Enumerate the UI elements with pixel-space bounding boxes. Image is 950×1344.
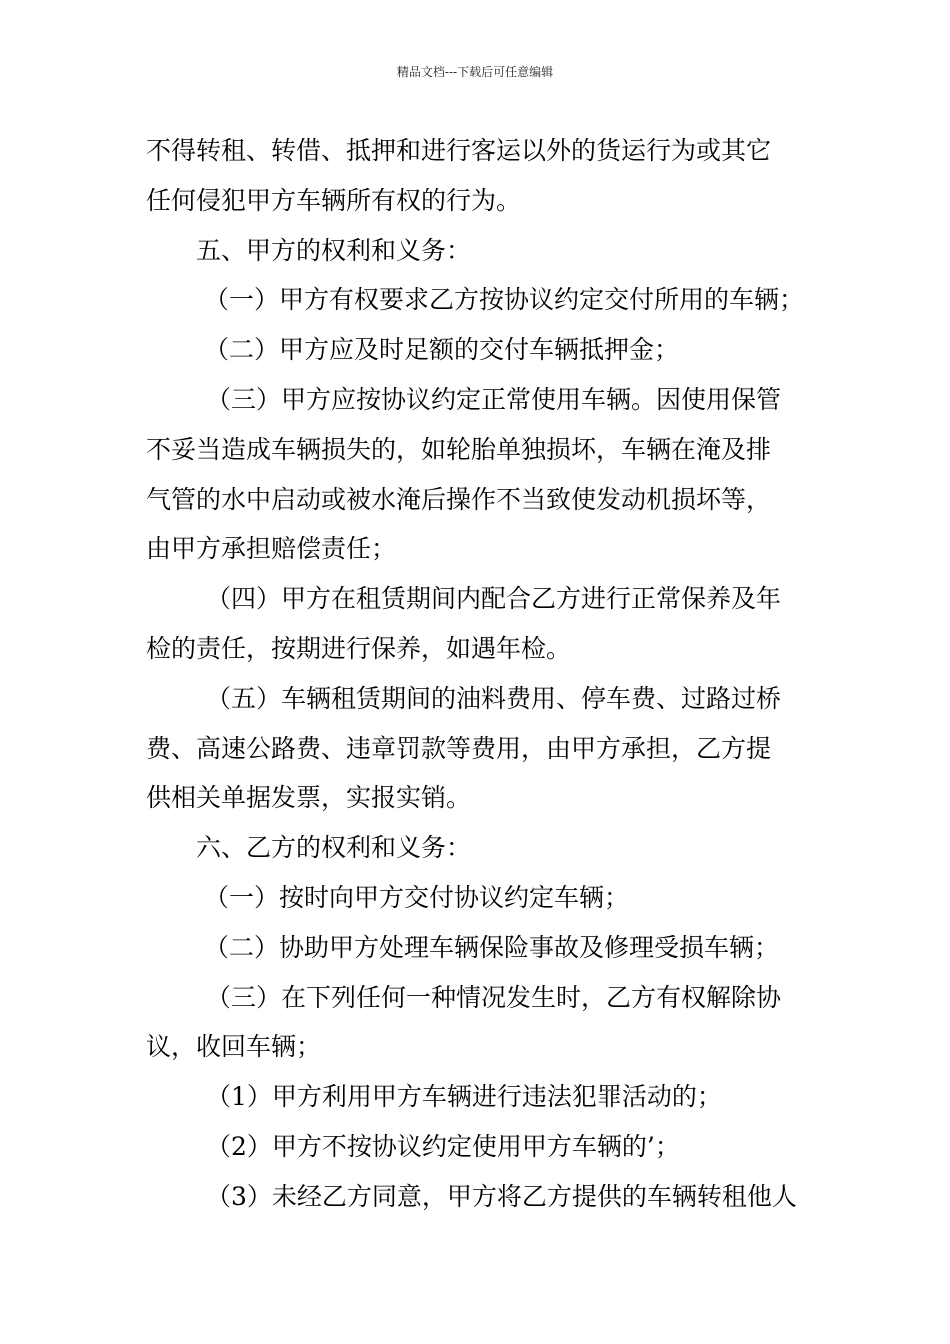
text-line-10: （四）甲方在租赁期间内配合乙方进行正常保养及年 bbox=[206, 584, 782, 614]
text-line-19: 议，收回车辆； bbox=[146, 1032, 322, 1062]
text-line-6: （三）甲方应按协议约定正常使用车辆。因使用保管 bbox=[206, 384, 782, 414]
text-line-21: （2）甲方不按协议约定使用甲方车辆的’； bbox=[206, 1131, 680, 1161]
text-line-11: 检的责任，按期进行保养，如遇年检。 bbox=[146, 633, 572, 663]
text-line-1: 不得转租、转借、抵押和进行客运以外的货运行为或其它 bbox=[146, 136, 772, 165]
text-line-20: （1）甲方利用甲方车辆进行违法犯罪活动的； bbox=[206, 1082, 722, 1112]
text-line-8: 气管的水中启动或被水淹后操作不当致使发动机损坏等， bbox=[146, 484, 772, 514]
section-heading-5: 五、甲方的权利和义务： bbox=[196, 235, 472, 265]
text-line-2: 任何侵犯甲方车辆所有权的行为。 bbox=[146, 185, 522, 215]
text-line-14: 供相关单据发票，实报实销。 bbox=[146, 783, 472, 813]
text-line-17: （二）协助甲方处理车辆保险事故及修理受损车辆； bbox=[204, 932, 780, 962]
text-line-18: （三）在下列任何一种情况发生时，乙方有权解除协 bbox=[206, 982, 782, 1012]
text-line-4: （一）甲方有权要求乙方按协议约定交付所用的车辆； bbox=[204, 285, 805, 315]
text-line-9: 由甲方承担赔偿责任； bbox=[146, 534, 397, 564]
section-heading-6: 六、乙方的权利和义务： bbox=[196, 833, 472, 863]
text-line-13: 费、高速公路费、违章罚款等费用，由甲方承担，乙方提 bbox=[146, 733, 772, 763]
text-line-22: （3）未经乙方同意，甲方将乙方提供的车辆转租他人 bbox=[206, 1181, 797, 1211]
text-line-7: 不妥当造成车辆损失的，如轮胎单独损坏，车辆在淹及排 bbox=[146, 434, 772, 464]
text-line-16: （一）按时向甲方交付协议约定车辆； bbox=[204, 882, 630, 912]
text-line-12: （五）车辆租赁期间的油料费用、停车费、过路过桥 bbox=[206, 683, 782, 713]
document-body bbox=[146, 126, 811, 1222]
page-header: 精品文档---下载后可任意编辑 bbox=[396, 65, 554, 79]
text-line-5: （二）甲方应及时足额的交付车辆抵押金； bbox=[204, 335, 680, 365]
